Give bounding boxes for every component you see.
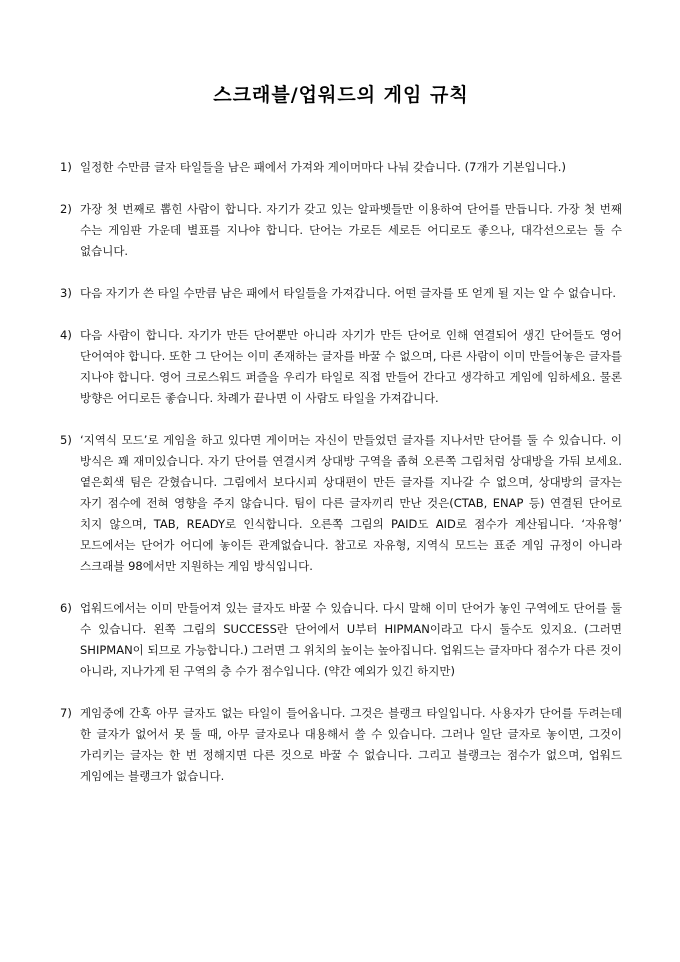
- document-title: 스크래블/업워드의 게임 규칙: [213, 84, 469, 106]
- rule-item-2: [60, 199, 622, 262]
- rule-number: 2): [60, 202, 72, 216]
- rule-item-1: [60, 157, 622, 178]
- rule-text: 다음 자기가 쓴 타일 수만큼 남은 패에서 타일들을 가져갑니다. 어떤 글자를 또 얻게 될 지는 알 수 없습니다.: [80, 286, 617, 300]
- rule-text: 업워드에서는 이미 만들어져 있는 글자도 바꿀 수 있습니다. 다시 말해 이미 단어가 놓인 구역에도 단어를 둘 수 있습니다. 왼쪽 그림의 SUCCESS란 단어에서 U부터 HIPMAN이라고 다시 둘수도 있지요. (그러면 SHIPMAN이 되므로 가능합니다.) 그러면 그 위치의 높이는 높아집니다. 업워드는 글자마다 점수가 다른 것이 아니라, 지나가게 된 구역의 층 수가 점수입니다. (약간 예외가 있긴 하지만): [80, 601, 622, 678]
- rule-item-5: [60, 430, 622, 577]
- rule-number: 1): [60, 160, 72, 174]
- rule-item-3: [60, 283, 622, 304]
- rule-item-7: [60, 703, 622, 787]
- rule-item-6: [60, 598, 622, 682]
- rule-number: 5): [60, 433, 72, 447]
- rule-text: 게임중에 간혹 아무 글자도 없는 타일이 들어옵니다. 그것은 블랭크 타일입니다. 사용자가 단어를 두려는데 한 글자가 없어서 못 둘 때, 아무 글자로나 대용해서 쓸 수 있습니다. 그러나 일단 글자로 놓이면, 그것이 가리키는 글자는 한 번 정해지면 다른 것으로 바꿀 수 없습니다. 그리고 블랭크는 점수가 없으며, 업워드 게임에는 블랭크가 없습니다.: [80, 706, 622, 783]
- rule-item-4: [60, 325, 622, 409]
- rules-list: [60, 157, 622, 787]
- rule-number: 6): [60, 601, 72, 615]
- rule-text: 가장 첫 번째로 뽑힌 사람이 합니다. 자기가 갖고 있는 알파벳들만 이용하여 단어를 만듭니다. 가장 첫 번째 수는 게임판 가운데 별표를 지나야 합니다. 단어는 가로든 세로든 어디로도 좋으나, 대각선으로는 둘 수 없습니다.: [80, 202, 622, 258]
- rule-text: ‘지역식 모드’로 게임을 하고 있다면 게이머는 자신이 만들었던 글자를 지나서만 단어를 둘 수 있습니다. 이 방식은 꽤 재미있습니다. 자기 단어를 연결시켜 상대방 구역을 좁혀 오른쪽 그림처럼 상대방을 가둬 보세요. 옅은회색 팀은 갇혔습니다. 그림에서 보다시피 상대편이 만든 글자를 지나갈 수 없으며, 상대방의 글자는 자기 점수에 전혀 영향을 주지 않습니다. 팀이 다른 글자끼리 만난 것은(CTAB, ENAP 등) 연결된 단어로 치지 않으며, TAB, READY로 인식합니다. 오른쪽 그림의 PAID도 AID로 점수가 계산됩니다. ‘자유형’ 모드에서는 단어가 어디에 놓이든 관계없습니다. 참고로 자유형, 지역식 모드는 표준 게임 규정이 아니라 스크래블 98에서만 지원하는 게임 방식입니다.: [80, 433, 622, 573]
- rule-number: 7): [60, 706, 72, 720]
- rule-number: 3): [60, 286, 72, 300]
- rule-text: 다음 사람이 합니다. 자기가 만든 단어뿐만 아니라 자기가 만든 단어로 인해 연결되어 생긴 단어들도 영어 단어여야 합니다. 또한 그 단어는 이미 존재하는 글자를 바꿀 수 없으며, 다른 사람이 이미 만들어놓은 글자를 지나야 합니다. 영어 크로스워드 퍼즐을 우리가 타일로 직접 만들어 간다고 생각하고 게임에 임하세요. 물론 방향은 어디로든 좋습니다. 차례가 끝나면 이 사람도 타일을 가져갑니다.: [80, 328, 622, 405]
- rule-text: 일정한 수만큼 글자 타일들을 남은 패에서 가져와 게이머마다 나눠 갖습니다. (7개가 기본입니다.): [80, 160, 566, 174]
- rule-number: 4): [60, 328, 72, 342]
